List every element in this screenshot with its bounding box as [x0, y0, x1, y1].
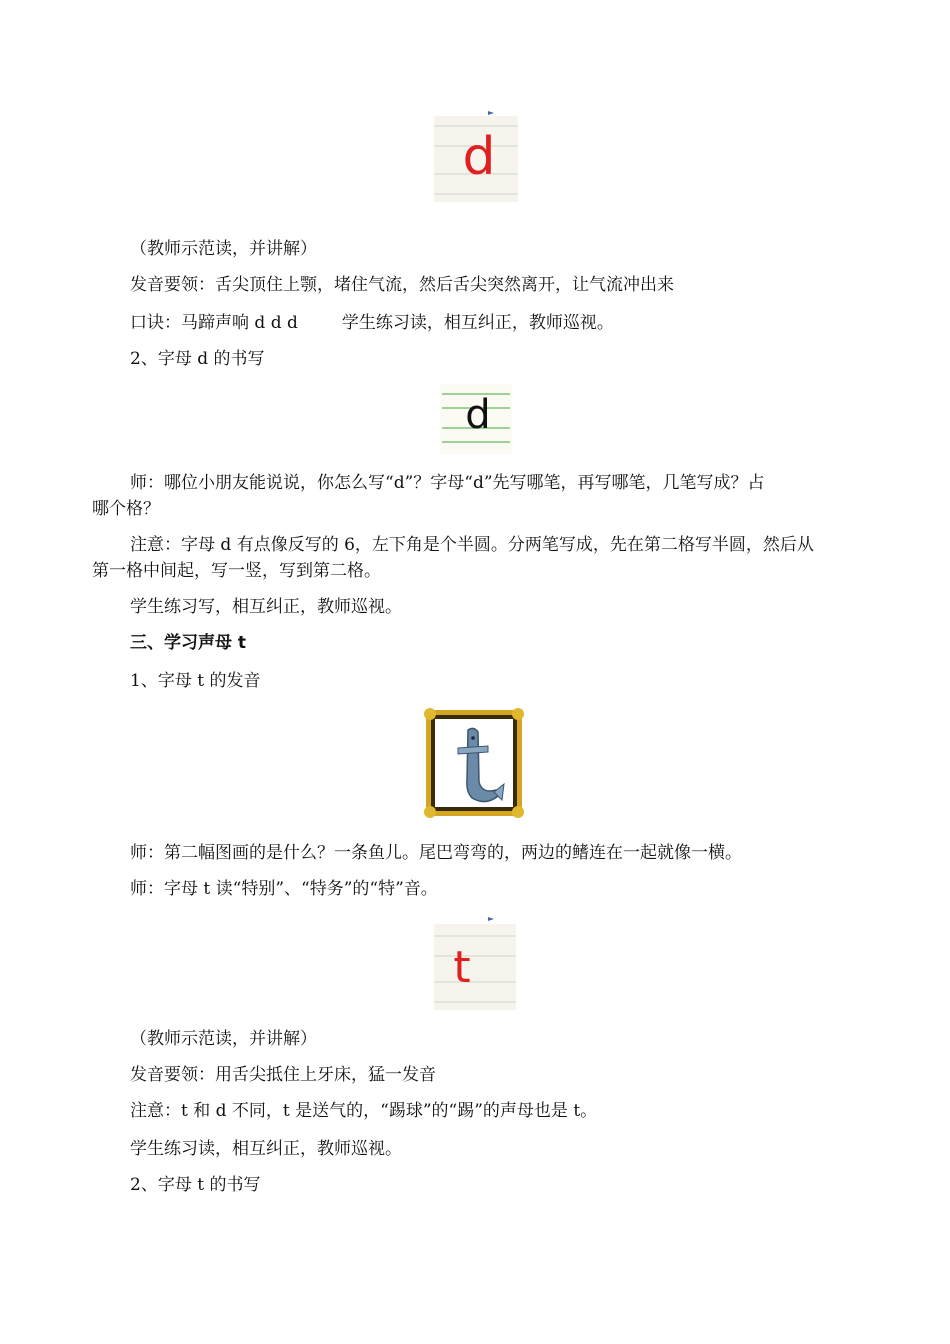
paragraph-pronunciation-d: 发音要领：舌尖顶住上颚，堵住气流，然后舌尖突然离开，让气流冲出来 [130, 275, 674, 295]
letter-d-red-card [432, 108, 520, 204]
paragraph-note-d [92, 534, 814, 582]
paragraph-teacher-demo-2: （教师示范读，并讲解） [130, 1029, 317, 1049]
paragraph-note-t: 注意：t 和 d 不同，t 是送气的，“踢球”的“踢”的声母也是 t。 [130, 1101, 598, 1121]
paragraph-teacher-demo-1: （教师示范读，并讲解） [130, 239, 317, 259]
heading-pronunciation-t: 1、字母 t 的发音 [130, 671, 261, 691]
paragraph-fish-description: 师：第二幅图画的是什么？一条鱼儿。尾巴弯弯的，两边的鳍连在一起就像一横。 [130, 843, 742, 863]
chant-text: 口诀：马蹄声响 d d d [130, 313, 298, 333]
section-heading-t: 三、学习声母 t [130, 633, 247, 653]
letter-t-red-card [432, 914, 518, 1012]
letter-d-black-glyph: d [465, 392, 491, 438]
heading-writing-t: 2、字母 t 的书写 [130, 1175, 261, 1195]
letter-d-writing-card [436, 382, 516, 456]
letter-t-glyph: t [453, 942, 471, 993]
paragraph-practice-reading: 学生练习读，相互纠正，教师巡视。 [130, 1139, 402, 1159]
practice-text: 学生练习读，相互纠正，教师巡视。 [341, 313, 614, 333]
question-line-2: 哪个格？ [92, 499, 160, 519]
heading-writing-d: 2、字母 d 的书写 [130, 349, 265, 369]
letter-d-glyph: d [462, 127, 496, 187]
paragraph-teacher-question [92, 472, 765, 520]
paragraph-pronunciation-t: 发音要领：用舌尖抵住上牙床，猛一发音 [130, 1065, 436, 1085]
paragraph-chant-d [130, 312, 614, 334]
fish-t-picture [424, 708, 524, 818]
note-line-2: 第一格中间起，写一竖，写到第二格。 [92, 561, 381, 581]
question-line-1: 师：哪位小朋友能说说，你怎么写“d”？字母“d”先写哪笔，再写哪笔，几笔写成？占 [130, 473, 765, 493]
note-line-1: 注意：字母 d 有点像反写的 6，左下角是个半圆。分两笔写成，先在第二格写半圆，然后从 [130, 535, 814, 555]
paragraph-t-sound: 师：字母 t 读“特别”、“特务”的“特”音。 [130, 879, 438, 899]
paragraph-practice-writing: 学生练习写，相互纠正，教师巡视。 [130, 597, 402, 617]
